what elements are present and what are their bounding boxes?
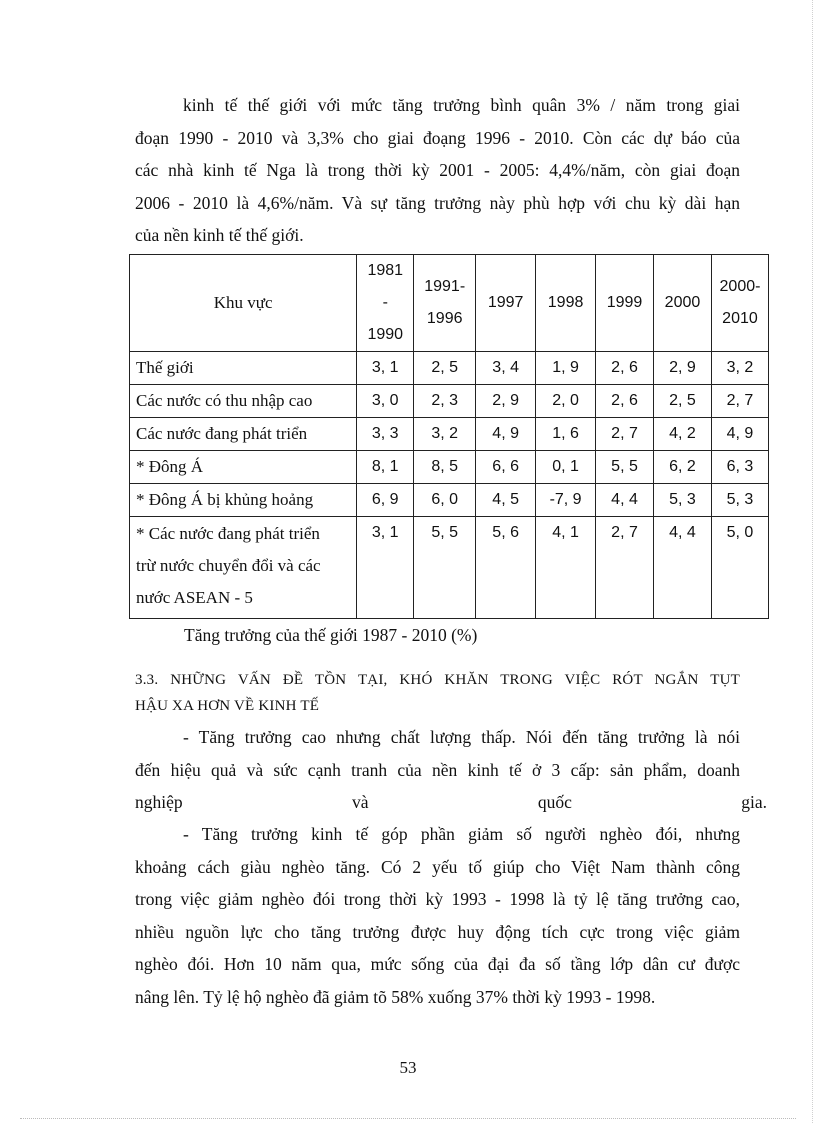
header-text: 1990 (367, 326, 404, 343)
table-cell: 4, 9 (711, 418, 768, 451)
page-bottom-border (20, 1118, 796, 1119)
table-row (130, 385, 769, 418)
table-cell: 2, 3 (414, 385, 476, 418)
table-cell: 2, 5 (654, 385, 712, 418)
header-text: 1981 (367, 262, 404, 279)
table-cell: 5, 3 (711, 484, 768, 517)
table-cell: 0, 1 (536, 451, 596, 484)
table-cell: 3, 2 (711, 352, 768, 385)
section-paragraph-2 (135, 818, 740, 1013)
text-line: của nền kinh tế thế giới. (135, 225, 304, 245)
heading-line: HẬU XA HƠN VỀ KINH TẾ (135, 698, 320, 714)
section-paragraph-1 (135, 721, 768, 819)
table-cell: 8, 5 (414, 451, 476, 484)
row-region: Các nước có thu nhập cao (130, 385, 357, 418)
region-line: nước ASEAN - 5 (136, 588, 253, 607)
text-line: kinh tế thế giới với mức tăng trưởng bình quân 3% / năm trong giai (183, 95, 740, 115)
table-row (130, 451, 769, 484)
table-cell: 5, 5 (414, 517, 476, 619)
header-year-2000: 2000 (654, 255, 712, 352)
header-text: 2000- (719, 278, 761, 295)
table-cell: 5, 6 (476, 517, 536, 619)
table-cell: 3, 4 (476, 352, 536, 385)
table-cell: 4, 9 (476, 418, 536, 451)
table-row (130, 517, 769, 619)
row-region: Các nước đang phát triển (130, 418, 357, 451)
table-cell: 2, 7 (596, 517, 654, 619)
header-year-1998: 1998 (536, 255, 596, 352)
table-cell: 4, 1 (536, 517, 596, 619)
text-line: khoảng cách giàu nghèo tăng. Có 2 yếu tố giúp cho Việt Nam thành công (135, 856, 740, 877)
table-cell: 3, 3 (357, 418, 414, 451)
region-line: * Các nước đang phát triển (136, 524, 320, 543)
table-cell: -7, 9 (536, 484, 596, 517)
table-cell: 2, 9 (654, 352, 712, 385)
table-cell: 6, 0 (414, 484, 476, 517)
table-cell: 5, 5 (596, 451, 654, 484)
header-text: 1996 (426, 310, 463, 327)
table-cell: 5, 0 (711, 517, 768, 619)
table-cell: 2, 5 (414, 352, 476, 385)
table-cell: 1, 6 (536, 418, 596, 451)
text-line: nghèo đói. Hơn 10 năm qua, mức sống của đại đa số tầng lớp dân cư được (135, 954, 740, 974)
page-number: 53 (399, 1058, 417, 1077)
header-period-2000-2010 (711, 255, 768, 352)
header-year-1999: 1999 (596, 255, 654, 352)
table-cell: 5, 3 (654, 484, 712, 517)
text-line: trong việc giảm nghèo đói trong thời kỳ 1993 - 1998 là tỷ lệ tăng trưởng cao, (135, 889, 740, 909)
table-cell: 6, 3 (711, 451, 768, 484)
header-text: - (382, 294, 388, 311)
intro-paragraph (135, 89, 740, 252)
table-cell: 3, 1 (357, 517, 414, 619)
region-line: trừ nước chuyển đổi và các (136, 556, 321, 575)
text-line: - Tăng trưởng kinh tế góp phần giảm số người nghèo đói, nhưng (183, 824, 740, 844)
table-cell: 2, 6 (596, 385, 654, 418)
growth-table (129, 254, 769, 619)
table-row (130, 352, 769, 385)
text-line: các nhà kinh tế Nga là trong thời kỳ 2001 - 2005: 4,4%/năm, còn giai đoạn (135, 160, 740, 180)
table-cell: 2, 6 (596, 352, 654, 385)
table-cell: 4, 5 (476, 484, 536, 517)
table-header-row (130, 255, 769, 352)
table-cell: 2, 9 (476, 385, 536, 418)
header-year-1997: 1997 (476, 255, 536, 352)
table-row (130, 418, 769, 451)
header-region: Khu vực (130, 255, 357, 352)
row-region: * Đông Á bị khủng hoảng (130, 484, 357, 517)
text-line: đến hiệu quả và sức cạnh tranh của nền kinh tế ở 3 cấp: sản phẩm, doanh (135, 759, 740, 780)
table-cell: 1, 9 (536, 352, 596, 385)
text-line: nâng lên. Tỷ lệ hộ nghèo đã giảm tõ 58% xuống 37% thời kỳ 1993 - 1998. (135, 986, 656, 1007)
table-cell: 4, 4 (654, 517, 712, 619)
row-region (130, 517, 357, 619)
text-line: nghiệp và quốc gia. (135, 792, 768, 812)
table-cell: 4, 4 (596, 484, 654, 517)
page-side-border (812, 0, 813, 1123)
text-line: - Tăng trưởng cao nhưng chất lượng thấp. Nói đến tăng trưởng là nói (183, 727, 740, 747)
table-cell: 3, 0 (357, 385, 414, 418)
row-region: * Đông Á (130, 451, 357, 484)
table-cell: 6, 9 (357, 484, 414, 517)
table-row (130, 484, 769, 517)
header-text: 1991- (424, 278, 466, 295)
heading-line: 3.3. NHỮNG VẤN ĐỀ TỒN TẠI, KHÓ KHĂN TRONG VIỆC RÓT NGẮN TỤT (135, 672, 740, 688)
table-cell: 4, 2 (654, 418, 712, 451)
table-cell: 6, 2 (654, 451, 712, 484)
table-cell: 2, 7 (596, 418, 654, 451)
section-heading (135, 667, 740, 719)
header-period-1991-1996 (414, 255, 476, 352)
table-cell: 2, 0 (536, 385, 596, 418)
table-cell: 3, 2 (414, 418, 476, 451)
text-line: nhiều nguồn lực cho tăng trưởng được huy động tích cực trong việc giảm (135, 921, 740, 942)
table-cell: 6, 6 (476, 451, 536, 484)
text-line: 2006 - 2010 là 4,6%/năm. Và sự tăng trưởng này phù hợp với chu kỳ dài hạn (135, 192, 740, 213)
row-region: Thế giới (130, 352, 357, 385)
text-line: đoạn 1990 - 2010 và 3,3% cho giai đoạng 1996 - 2010. Còn các dự báo của (135, 127, 740, 148)
table-cell: 8, 1 (357, 451, 414, 484)
table-cell: 3, 1 (357, 352, 414, 385)
header-text: 2010 (722, 310, 758, 327)
table-cell: 2, 7 (711, 385, 768, 418)
table-caption: Tăng trưởng của thế giới 1987 - 2010 (%) (184, 625, 478, 645)
header-period-1981-1990 (357, 255, 414, 352)
